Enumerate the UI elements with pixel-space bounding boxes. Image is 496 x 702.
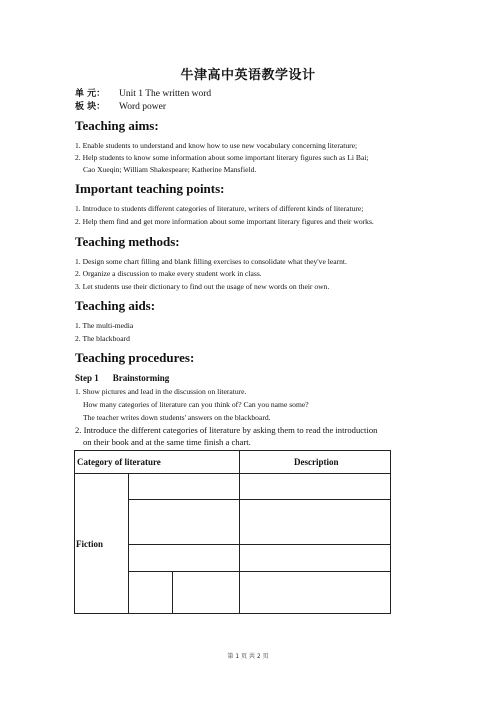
aids-line-2: 2. The blackboard xyxy=(75,334,130,343)
page-footer: 第 1 页 共 2 页 xyxy=(227,653,269,660)
meta-unit-label: 单 元： xyxy=(75,89,106,99)
table-cell xyxy=(240,474,391,500)
table-cell xyxy=(128,572,172,614)
meta-section xyxy=(75,99,166,112)
aids-line-1: 1. The multi-media xyxy=(75,321,134,330)
heading-teaching-aims: Teaching aims: xyxy=(75,118,159,133)
meta-section-value: Word power xyxy=(119,102,166,112)
procedures-line-3: The teacher writes down students' answers on the blackboard. xyxy=(83,413,271,422)
procedures-line-2: How many categories of literature can you think of? Can you name some? xyxy=(83,400,309,409)
heading-teaching-methods: Teaching methods: xyxy=(75,234,180,249)
table-cell xyxy=(240,500,391,545)
step-1-heading xyxy=(75,373,169,383)
step-label: Step 1 xyxy=(75,373,99,383)
header-category: Category of literature xyxy=(75,451,240,474)
points-line-2: 2. Help them find and get more information about some important literary figures and their works. xyxy=(75,217,374,226)
methods-line-1: 1. Design some chart filling and blank filling exercises to consolidate what they've learnt. xyxy=(75,257,347,266)
heading-important-points: Important teaching points: xyxy=(75,181,225,196)
table-cell xyxy=(128,545,240,572)
document-title: 牛津高中英语教学设计 xyxy=(180,68,316,83)
table-row xyxy=(75,474,391,500)
procedures-line-4: 2. Introduce the different categories of literature by asking them to read the introduction xyxy=(75,425,378,435)
aims-line-1: 1. Enable students to understand and know how to use new vocabulary concerning literature; xyxy=(75,141,358,150)
table-cell xyxy=(240,572,391,614)
aims-line-2: 2. Help students to know some information about some important literary figures such as Li Bai; xyxy=(75,153,369,162)
procedures-line-5: on their book and at the same time finish a chart. xyxy=(83,437,251,447)
methods-line-2: 2. Organize a discussion to make every student work in class. xyxy=(75,269,262,278)
header-description: Description xyxy=(240,451,391,474)
points-line-1: 1. Introduce to students different categories of literature, writers of different kinds of literature; xyxy=(75,204,364,213)
meta-unit xyxy=(75,86,211,99)
heading-teaching-procedures: Teaching procedures: xyxy=(75,350,195,365)
literature-category-table xyxy=(74,450,391,614)
table-cell xyxy=(128,474,240,500)
table-header-row xyxy=(75,451,391,474)
meta-unit-value: Unit 1 The written word xyxy=(119,89,212,99)
methods-line-3: 3. Let students use their dictionary to find out the usage of new words on their own. xyxy=(75,282,330,291)
table-cell xyxy=(128,500,240,545)
table-cell xyxy=(240,545,391,572)
step-title: Brainstorming xyxy=(112,373,170,383)
aims-line-3: Cao Xueqin; William Shakespeare; Katherine Mansfield. xyxy=(83,165,257,174)
fiction-cell: Fiction xyxy=(75,474,129,614)
heading-teaching-aids: Teaching aids: xyxy=(75,298,156,313)
table-cell xyxy=(172,572,240,614)
meta-section-label: 板 块： xyxy=(75,102,106,112)
procedures-line-1: 1. Show pictures and lead in the discussion on literature. xyxy=(75,387,247,396)
